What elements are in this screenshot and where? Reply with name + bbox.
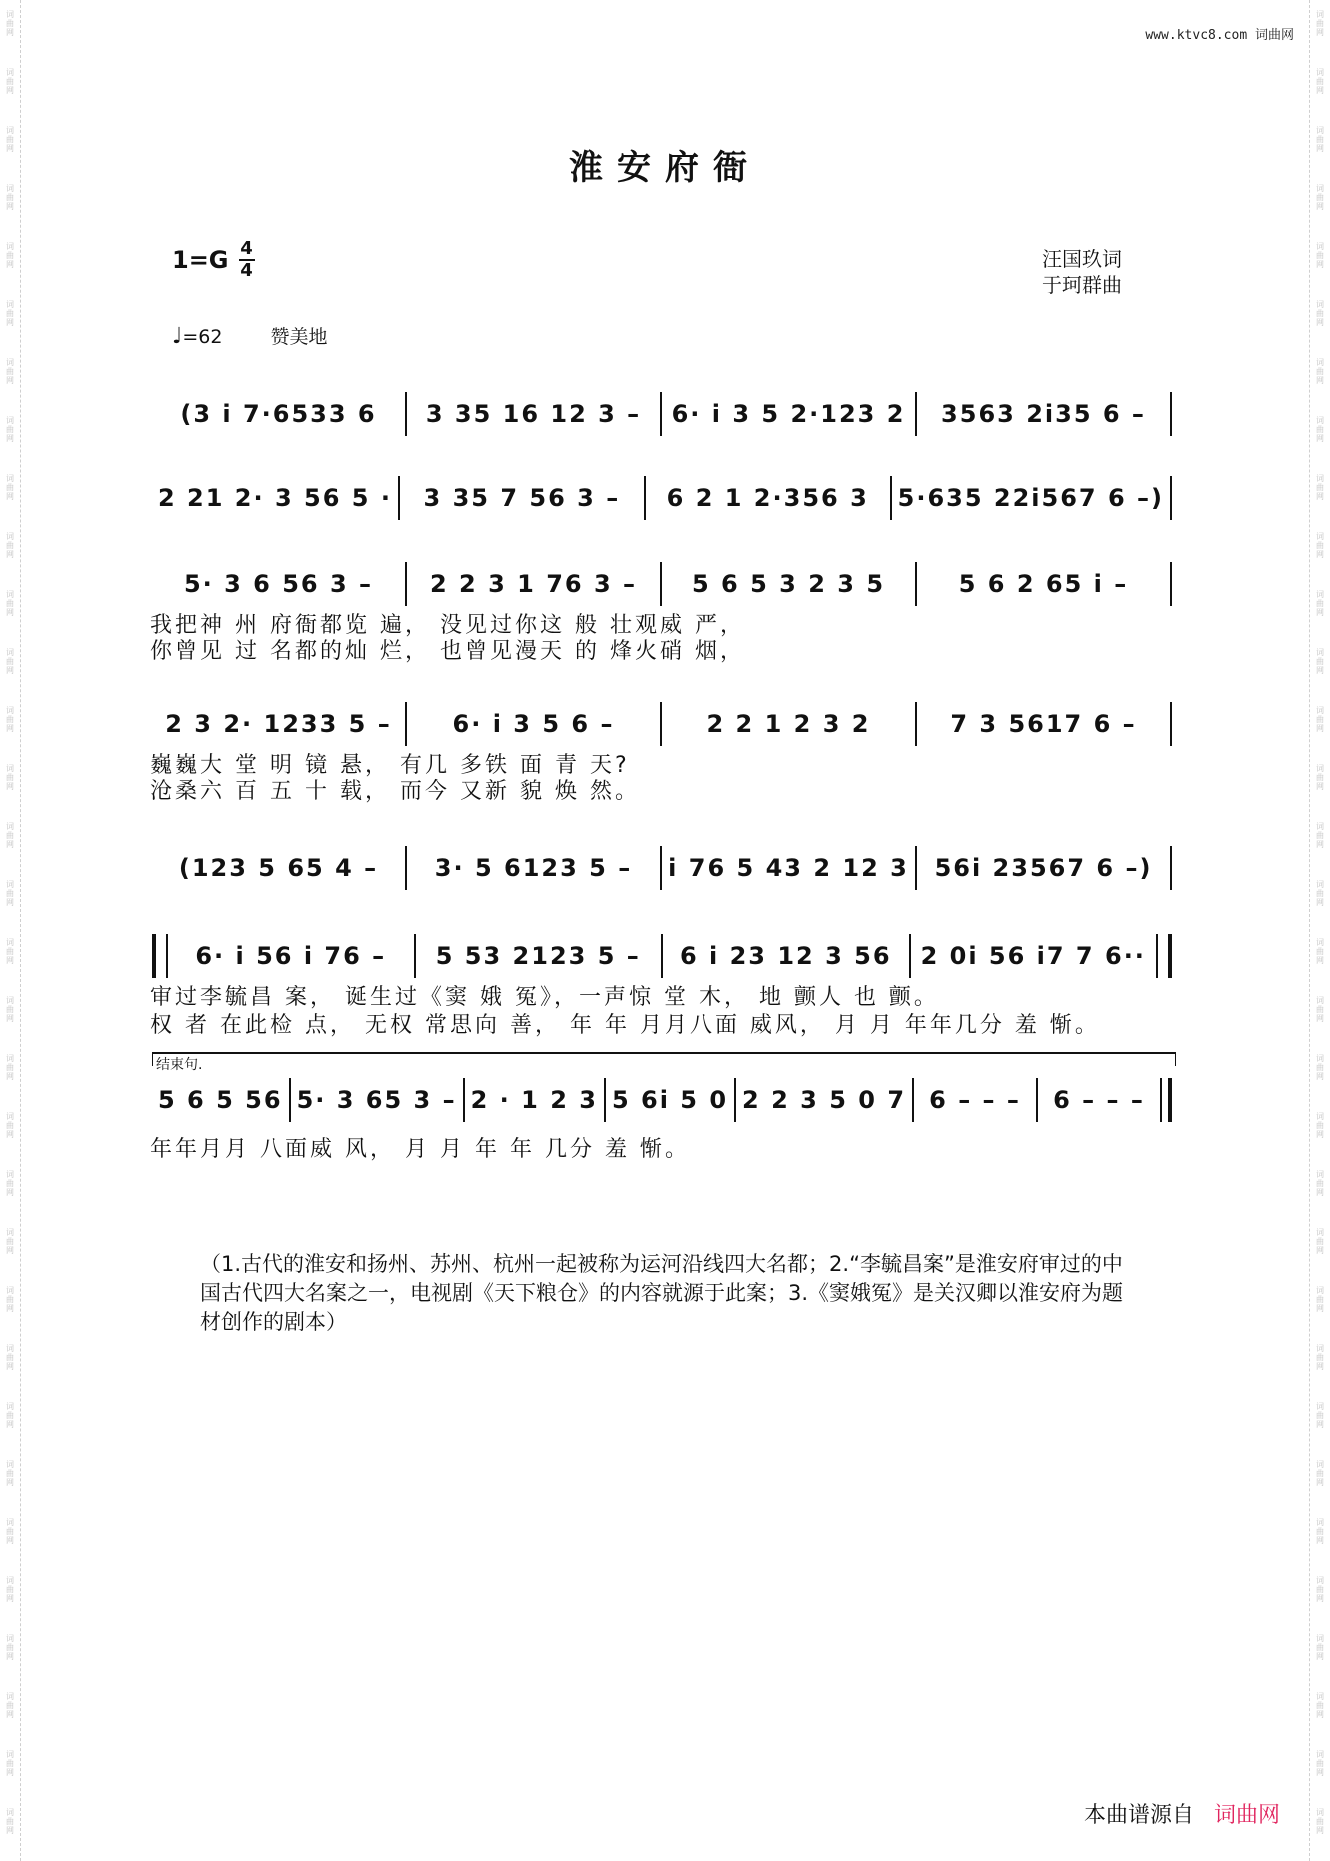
watermark-text: 词 曲 网 [6,1460,14,1487]
measure: 6· i 56 i 76 – [195,942,387,970]
watermark-text: 词 曲 网 [1316,1576,1324,1603]
watermark-text: 词 曲 网 [6,1054,14,1081]
measure: 2 3 2· 1233 5 – [165,710,392,738]
measure: 5 6 2 65 i – [958,570,1129,598]
quarter-note-icon: ♩ [172,324,183,349]
watermark-text: 词 曲 网 [1316,1750,1324,1777]
watermark-text: 词 曲 网 [1316,184,1324,211]
barline [1170,702,1172,746]
watermark-text: 词 曲 网 [6,1576,14,1603]
watermark-text: 词 曲 网 [6,242,14,269]
watermark-text: 词 曲 网 [1316,1054,1324,1081]
score-line-3 [152,562,1172,606]
measure: 6 i 23 12 3 56 [679,942,892,970]
watermark-text: 词 曲 网 [6,1112,14,1139]
song-title: 淮安府衙 [569,148,761,188]
watermark-text: 词 曲 网 [1316,648,1324,675]
watermark-text: 词 曲 网 [6,1750,14,1777]
watermark-text: 词 曲 网 [1316,1460,1324,1487]
lyric-line: 我把神 州 府衙都览 遍， 没见过你这 般 壮观威 严， [150,613,745,638]
measure: 2 2 3 5 0 7 [742,1086,907,1114]
watermark-text: 词 曲 网 [1316,1518,1324,1545]
lyric-line: 你曾见 过 名都的灿 烂， 也曾见漫天 的 烽火硝 烟， [150,639,745,664]
watermark-text: 词 曲 网 [6,764,14,791]
source-footer [1084,1798,1280,1829]
score-line-5 [152,846,1172,890]
measure: 2 · 1 2 3 [470,1086,598,1114]
measure: 2 21 2· 3 56 5 · [158,484,392,512]
watermark-text: 词 曲 网 [6,184,14,211]
right-watermark-strip [1309,0,1330,1861]
measure: 6· i 3 5 6 – [452,710,615,738]
measure: 56i 23567 6 –) [934,854,1153,882]
watermark-text: 词 曲 网 [1316,1634,1324,1661]
time-signature [239,240,255,280]
time-denominator: 4 [240,260,253,281]
watermark-text: 词 曲 网 [1316,1228,1324,1255]
watermark-text: 词 曲 网 [6,822,14,849]
measure: (3 i 7·6533 6 [180,400,377,428]
watermark-text: 词 曲 网 [6,706,14,733]
measure: (123 5 65 4 – [178,854,379,882]
watermark-text: 词 曲 网 [1316,1112,1324,1139]
watermark-text: 词 曲 网 [1316,822,1324,849]
watermark-text: 词 曲 网 [1316,996,1324,1023]
measure: 5 6 5 56 [158,1086,283,1114]
score-line-7 [152,1078,1172,1122]
score-line-2 [152,476,1172,520]
measure: 5· 3 6 56 3 – [183,570,374,598]
watermark-text: 词 曲 网 [6,1402,14,1429]
watermark-text: 词 曲 网 [6,300,14,327]
key-signature [172,240,255,280]
watermark-text: 词 曲 网 [6,938,14,965]
watermark-text: 词 曲 网 [1316,1344,1324,1371]
watermark-text: 词 曲 网 [6,1228,14,1255]
watermark-text: 词 曲 网 [1316,126,1324,153]
measure: 2 2 3 1 76 3 – [429,570,638,598]
measure: 6 2 1 2·356 3 [666,484,869,512]
watermark-text: 词 曲 网 [1316,1286,1324,1313]
watermark-text: 词 曲 网 [1316,880,1324,907]
measure: i 76 5 43 2 12 3 [668,854,909,882]
barline [1170,846,1172,890]
watermark-text: 词 曲 网 [6,1634,14,1661]
watermark-text: 词 曲 网 [6,996,14,1023]
watermark-text: 词 曲 网 [1316,706,1324,733]
watermark-text: 词 曲 网 [1316,242,1324,269]
watermark-text: 词 曲 网 [6,358,14,385]
lyric-line: 巍巍大 堂 明 镜 悬， 有几 多铁 面 青 天? [150,753,630,778]
watermark-text: 词 曲 网 [1316,938,1324,965]
watermark-text: 词 曲 网 [1316,532,1324,559]
measure: 2 0i 56 i7 7 6·· [920,942,1146,970]
measure: 5·635 22i567 6 –) [897,484,1164,512]
watermark-text: 词 曲 网 [6,532,14,559]
lyric-line: 沧桑六 百 五 十 载， 而今 又新 貌 焕 然。 [150,779,640,804]
score-line-6 [152,934,1172,978]
measure: 6 – – – [1053,1086,1145,1114]
measure: 3563 2i35 6 – [941,400,1146,428]
watermark-text: 词 曲 网 [1316,358,1324,385]
watermark-text: 词 曲 网 [1316,1170,1324,1197]
lyric-line: 审过李毓昌 案， 诞生过《窦 娥 冤》，一声惊 堂 木， 地 颤人 也 颤。 [150,985,939,1010]
watermark-text: 词 曲 网 [1316,300,1324,327]
measure: 5 6i 5 0 [611,1086,729,1114]
watermark-text: 词 曲 网 [6,648,14,675]
footnote: （1.古代的淮安和扬州、苏州、杭州一起被称为运河沿线四大名都；2.“李毓昌案”是淮安府审过的中国古代四大名案之一，电视剧《天下粮仓》的内容就源于此案；3.《窦娥冤》是关汉卿以淮安府为题材创作的剧本） [200,1252,1124,1334]
lyric-line: 权 者 在此检 点， 无权 常思向 善， 年 年 月月八面 威风， 月 月 年年几分 羞 惭。 [150,1013,1100,1038]
watermark-text: 词 曲 网 [1316,1808,1324,1835]
watermark-text: 词 曲 网 [1316,590,1324,617]
measure: 6 – – – [929,1086,1021,1114]
measure: 5 53 2123 5 – [435,942,641,970]
watermark-text: 词 曲 网 [1316,416,1324,443]
measure: 2 2 1 2 3 2 [706,710,871,738]
repeat-start [152,934,168,978]
lyricist: 汪国玖词 [1042,247,1122,271]
watermark-text: 词 曲 网 [6,1286,14,1313]
final-barline [1160,1078,1172,1122]
measure: 3 35 16 12 3 – [425,400,642,428]
lyric-line: 年年月月 八面威 风， 月 月 年 年 几分 羞 惭。 [150,1137,690,1162]
score-line-4 [152,702,1172,746]
time-numerator: 4 [240,238,253,259]
barline [1170,562,1172,606]
site-name: 词曲网 [1254,28,1294,43]
watermark-text: 词 曲 网 [6,1808,14,1835]
composer: 于珂群曲 [1042,273,1122,297]
score-line-1 [152,392,1172,436]
measure: 3 35 7 56 3 – [423,484,621,512]
watermark-text: 词 曲 网 [6,880,14,907]
watermark-text: 词 曲 网 [1316,764,1324,791]
watermark-text: 词 曲 网 [6,474,14,501]
tempo-marking [172,322,328,349]
measure: 5 6 5 3 2 3 5 [691,570,886,598]
watermark-text: 词 曲 网 [6,416,14,443]
measure: 6· i 3 5 2·123 2 [671,400,906,428]
watermark-text: 词 曲 网 [6,126,14,153]
watermark-text: 词 曲 网 [1316,1402,1324,1429]
site-url[interactable]: www.ktvc8.com [1145,28,1248,43]
tempo-value: =62 [182,326,223,348]
ending-bracket [152,1052,1176,1066]
measure: 7 3 5617 6 – [950,710,1137,738]
watermark-text: 词 曲 网 [1316,1692,1324,1719]
watermark-text: 词 曲 网 [6,10,14,37]
footer-brand-link[interactable]: 词曲网 [1213,1803,1280,1828]
barline [1170,392,1172,436]
footer-text: 本曲谱源自 [1083,1803,1194,1828]
repeat-end [1156,934,1172,978]
watermark-text: 词 曲 网 [1316,474,1324,501]
watermark-text: 词 曲 网 [6,1692,14,1719]
expression-mark: 赞美地 [270,326,328,348]
credits [1042,246,1122,298]
measure: 5· 3 65 3 – [296,1086,457,1114]
watermark-text: 词 曲 网 [6,1344,14,1371]
watermark-text: 词 曲 网 [1316,68,1324,95]
watermark-text: 词 曲 网 [1316,10,1324,37]
watermark-text: 词 曲 网 [6,1170,14,1197]
site-header [1145,24,1294,43]
watermark-text: 词 曲 网 [6,68,14,95]
key-label: 1=G [172,246,229,274]
left-watermark-strip [0,0,21,1861]
ending-label: 结束句. [156,1057,203,1073]
watermark-text: 词 曲 网 [6,590,14,617]
measure: 3· 5 6123 5 – [434,854,633,882]
barline [1170,476,1172,520]
watermark-text: 词 曲 网 [6,1518,14,1545]
